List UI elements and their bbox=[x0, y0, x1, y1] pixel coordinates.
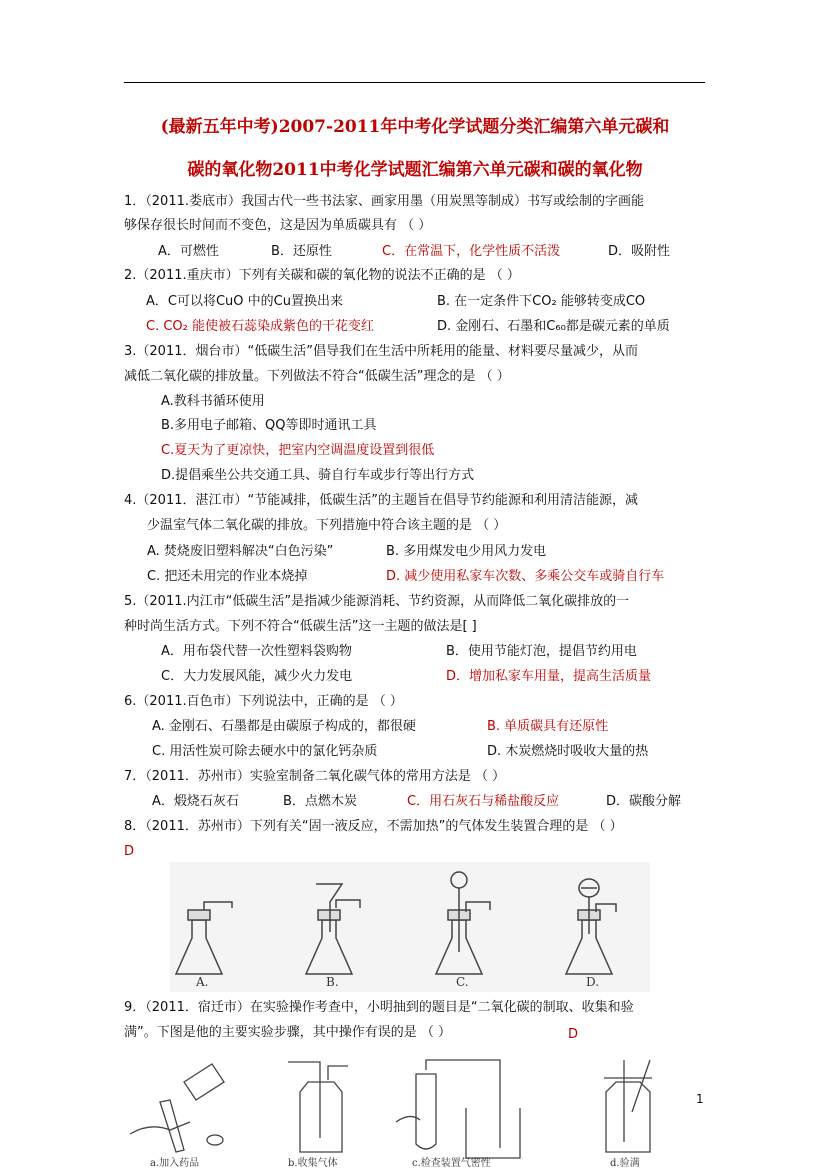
question-1-option-d: D．吸附性 bbox=[608, 244, 671, 259]
question-3-option-a: A.教科书循环使用 bbox=[161, 394, 265, 409]
question-2-option-a: A．C可以将CuO 中的Cu置换出来 bbox=[146, 294, 343, 309]
question-8-answer: D bbox=[124, 844, 135, 859]
procedure-caption-b: b.收集气体 bbox=[288, 1158, 338, 1169]
gas-full-check-icon bbox=[604, 1060, 652, 1152]
question-4-stem-line-2: 少温室气体二氧化碳的排放。下列措施中符合该主题的是 （ ） bbox=[147, 518, 507, 533]
page-number: 1 bbox=[696, 1092, 704, 1106]
question-7-option-a: A．煅烧石灰石 bbox=[152, 794, 239, 809]
procedure-caption-c: c.检查装置气密性 bbox=[412, 1158, 491, 1169]
question-6-option-a: A. 金刚石、石墨都是由碳原子构成的，都很硬 bbox=[152, 719, 416, 734]
question-5-option-c: C．大力发展风能，减少火力发电 bbox=[161, 669, 353, 684]
question-7-stem: 7．（2011．苏州市）实验室制备二氧化碳气体的常用方法是 （ ） bbox=[124, 769, 506, 784]
document-title-line-1: (最新五年中考)2007-2011年中考化学试题分类汇编第六单元碳和 bbox=[160, 117, 670, 137]
question-1-option-c-answer: C．在常温下，化学性质不活泼 bbox=[382, 244, 561, 259]
question-2-stem: 2.（2011.重庆市）下列有关碳和碳的氧化物的说法不正确的是 （ ） bbox=[124, 268, 520, 283]
question-7-option-b: B．点燃木炭 bbox=[283, 794, 357, 809]
question-9-answer: D bbox=[568, 1027, 579, 1042]
question-3-stem-line-2: 减低二氧化碳的排放量。下列做法不符合“低碳生活”理念的是 （ ） bbox=[124, 369, 510, 384]
question-9-stem-line-1: 9．（2011．宿迁市）在实验操作考查中，小明抽到的题目是“二氧化碳的制取、收集和验 bbox=[124, 1000, 634, 1015]
apparatus-label-b: B. bbox=[326, 975, 339, 989]
question-3-stem-line-1: 3.（2011．烟台市）“低碳生活”倡导我们在生活中所耗用的能量、材料要尽量减少，从而 bbox=[124, 344, 638, 359]
question-1-option-a: A．可燃性 bbox=[158, 244, 219, 259]
question-7-option-d: D．碳酸分解 bbox=[606, 794, 682, 809]
question-5-stem-line-2: 种时尚生活方式。下列不符合“低碳生活”这一主题的做法是[ ] bbox=[124, 619, 477, 634]
question-4-option-c: C. 把还未用完的作业本烧掉 bbox=[147, 569, 308, 584]
question-6-option-d: D. 木炭燃烧时吸收大量的热 bbox=[487, 744, 649, 759]
question-2-option-b: B. 在一定条件下CO₂ 能够转变成CO bbox=[437, 294, 646, 309]
question-8-apparatus-figure bbox=[170, 862, 650, 992]
question-6-option-c: C. 用活性炭可除去硬水中的氯化钙杂质 bbox=[152, 744, 378, 759]
question-9-stem-line-2: 满”。下图是他的主要实验步骤，其中操作有误的是 （ ） bbox=[124, 1025, 451, 1040]
question-8-stem: 8．（2011．苏州市）下列有关“固一液反应，不需加热”的气体发生装置合理的是 （ ） bbox=[124, 819, 623, 834]
question-5-option-b: B．使用节能灯泡，提倡节约用电 bbox=[446, 644, 637, 659]
question-2-option-d: D. 金刚石、石墨和C₆₀都是碳元素的单质 bbox=[437, 319, 670, 334]
procedure-caption-a: a.加入药品 bbox=[150, 1158, 200, 1169]
apparatus-label-d: D. bbox=[586, 975, 600, 989]
apparatus-label-c: C. bbox=[456, 975, 469, 989]
question-6-option-b-answer: B. 单质碳具有还原性 bbox=[487, 719, 609, 734]
question-3-option-b: B.多用电子邮箱、QQ等即时通讯工具 bbox=[161, 418, 377, 433]
airtightness-setup-icon bbox=[396, 1060, 520, 1158]
add-reagent-icon bbox=[130, 1064, 224, 1152]
header-rule bbox=[124, 82, 705, 83]
question-4-option-d-answer: D. 减少使用私家车次数、多乘公交车或骑自行车 bbox=[386, 569, 665, 584]
question-4-option-a: A. 焚烧废旧塑料解决“白色污染” bbox=[147, 544, 334, 559]
question-4-stem-line-1: 4.（2011．湛江市）“节能减排，低碳生活”的主题旨在倡导节约能源和利用清洁能源，减 bbox=[124, 493, 638, 508]
question-1-stem-line-1: 1．（2011.娄底市）我国古代一些书法家、画家用墨（用炭黑等制成）书写或绘制的字画能 bbox=[124, 194, 644, 209]
question-3-option-d: D.提倡乘坐公共交通工具、骑自行车或步行等出行方式 bbox=[161, 468, 475, 483]
question-5-stem-line-1: 5.（2011.内江市“低碳生活”是指减少能源消耗、节约资源，从而降低二氧化碳排放的一 bbox=[124, 594, 630, 609]
question-4-option-b: B. 多用煤发电少用风力发电 bbox=[386, 544, 547, 559]
question-3-option-c-answer: C.夏天为了更凉快，把室内空调温度设置到很低 bbox=[161, 443, 435, 458]
gas-bottle-icon bbox=[288, 1062, 348, 1152]
apparatus-label-a: A. bbox=[196, 975, 209, 989]
question-7-option-c-answer: C．用石灰石与稀盐酸反应 bbox=[407, 794, 560, 809]
document-title-line-2: 碳的氧化物2011中考化学试题汇编第六单元碳和碳的氧化物 bbox=[187, 160, 643, 180]
question-9-procedure-figure bbox=[120, 1052, 680, 1170]
question-1-option-b: B．还原性 bbox=[271, 244, 332, 259]
question-5-option-d-answer: D．增加私家车用量，提高生活质量 bbox=[446, 669, 652, 684]
question-5-option-a: A．用布袋代替一次性塑料袋购物 bbox=[161, 644, 352, 659]
question-2-option-c-answer: C. CO₂ 能使被石蕊染成紫色的干花变红 bbox=[146, 319, 374, 334]
question-1-stem-line-2: 够保存很长时间而不变色，这是因为单质碳具有 （ ） bbox=[124, 218, 432, 233]
question-6-stem: 6.（2011.百色市）下列说法中，正确的是 （ ） bbox=[124, 694, 403, 709]
procedure-caption-d: d.验满 bbox=[610, 1158, 640, 1169]
